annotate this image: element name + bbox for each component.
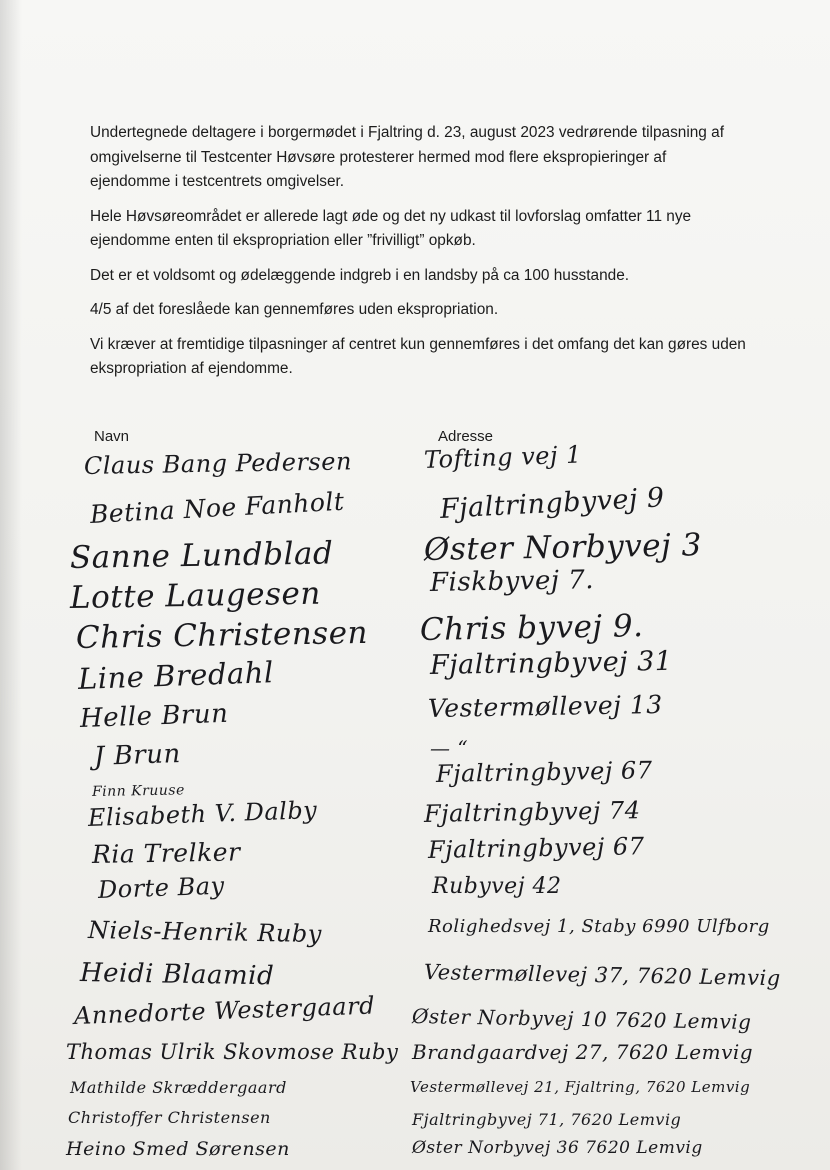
signature-name: Finn Kruuse bbox=[91, 782, 185, 800]
signature-address: — “ bbox=[430, 736, 469, 760]
petition-text bbox=[90, 121, 750, 392]
signature-name: Chris Christensen bbox=[75, 614, 369, 656]
signature-address: Fiskbyvej 7. bbox=[429, 565, 595, 598]
column-header-name: Navn bbox=[94, 428, 130, 445]
signature-name: Annedorte Westergaard bbox=[73, 991, 376, 1030]
signature-address: Øster Norbyvej 3 bbox=[423, 527, 703, 568]
signature-name: Niels-Henrik Ruby bbox=[87, 916, 323, 949]
signature-address: Fjaltringbyvej 74 bbox=[423, 796, 641, 828]
paper-edge-shadow bbox=[0, 0, 22, 1170]
signature-address: Fjaltringbyvej 9 bbox=[439, 482, 666, 525]
signature-address: Fjaltringbyvej 31 bbox=[429, 645, 673, 681]
signature-address: Rubyvej 42 bbox=[432, 874, 562, 899]
signature-name: Helle Brun bbox=[79, 698, 229, 734]
paragraph-4: 4/5 af det foreslåede kan gennemføres uden ekspropriation. bbox=[90, 301, 499, 318]
signature-address: Øster Norbyvej 36 7620 Lemvig bbox=[412, 1138, 703, 1158]
signature-address: Fjaltringbyvej 67 bbox=[435, 756, 653, 788]
signature-name: Heino Smed Sørensen bbox=[66, 1138, 290, 1160]
signature-name: Dorte Bay bbox=[97, 871, 226, 904]
signature-address: Tofting vej 1 bbox=[423, 440, 583, 474]
signature-name: Mathilde Skræddergaard bbox=[70, 1078, 287, 1097]
signature-name: Claus Bang Pedersen bbox=[83, 447, 353, 480]
signature-address: Fjaltringbyvej 71, 7620 Lemvig bbox=[412, 1110, 682, 1129]
signature-name: Line Bredahl bbox=[77, 655, 275, 696]
signature-address: Rolighedsvej 1, Staby 6990 Ulfborg bbox=[428, 916, 770, 937]
signature-name: Heidi Blaamid bbox=[79, 958, 275, 992]
signature-address: Brandgaardvej 27, 7620 Lemvig bbox=[412, 1040, 754, 1064]
signature-address: Fjaltringbyvej 67 bbox=[427, 832, 645, 864]
signature-name: J Brun bbox=[93, 738, 182, 772]
signature-name: Elisabeth V. Dalby bbox=[87, 796, 318, 832]
paragraph-1: Undertegnede deltagere i borgermødet i Fjaltring d. 23, august 2023 vedrørende tilpasning af omgivelserne til Testcenter Høvsøre protesterer hermed mod flere ekspropieringer af ejendomme i testcentrets omgivelser. bbox=[90, 124, 724, 190]
signature-name: Sanne Lundblad bbox=[69, 535, 334, 576]
paragraph-5: Vi kræver at fremtidige tilpasninger af centret kun gennemføres i det omfang det kan gøres uden ekspropriation af ejendomme. bbox=[90, 335, 746, 377]
signature-name: Christoffer Christensen bbox=[68, 1108, 271, 1127]
signature-address: Vestermøllevej 37, 7620 Lemvig bbox=[423, 960, 781, 991]
paragraph-3: Det er et voldsomt og ødelæggende indgreb i en landsby på ca 100 husstande. bbox=[90, 266, 630, 284]
column-header-address: Adresse bbox=[438, 428, 494, 445]
signature-address: Vestermøllevej 13 bbox=[427, 689, 663, 723]
signature-name: Betina Noe Fanholt bbox=[89, 486, 346, 529]
signature-name: Ria Trelker bbox=[91, 837, 241, 869]
paragraph-2: Hele Høvsøreområdet er allerede lagt øde og det ny udkast til lovforslag omfatter 11 nye ejendomme enten til ekspropriation eller ”frivilligt” opkøb. bbox=[90, 207, 692, 249]
signature-name: Lotte Laugesen bbox=[69, 575, 322, 616]
signature-address: Chris byvej 9. bbox=[419, 608, 644, 648]
signature-address: Øster Norbyvej 10 7620 Lemvig bbox=[411, 1004, 752, 1034]
signature-name: Thomas Ulrik Skovmose Ruby bbox=[66, 1040, 399, 1064]
signature-address: Vestermøllevej 21, Fjaltring, 7620 Lemvig bbox=[410, 1078, 751, 1096]
